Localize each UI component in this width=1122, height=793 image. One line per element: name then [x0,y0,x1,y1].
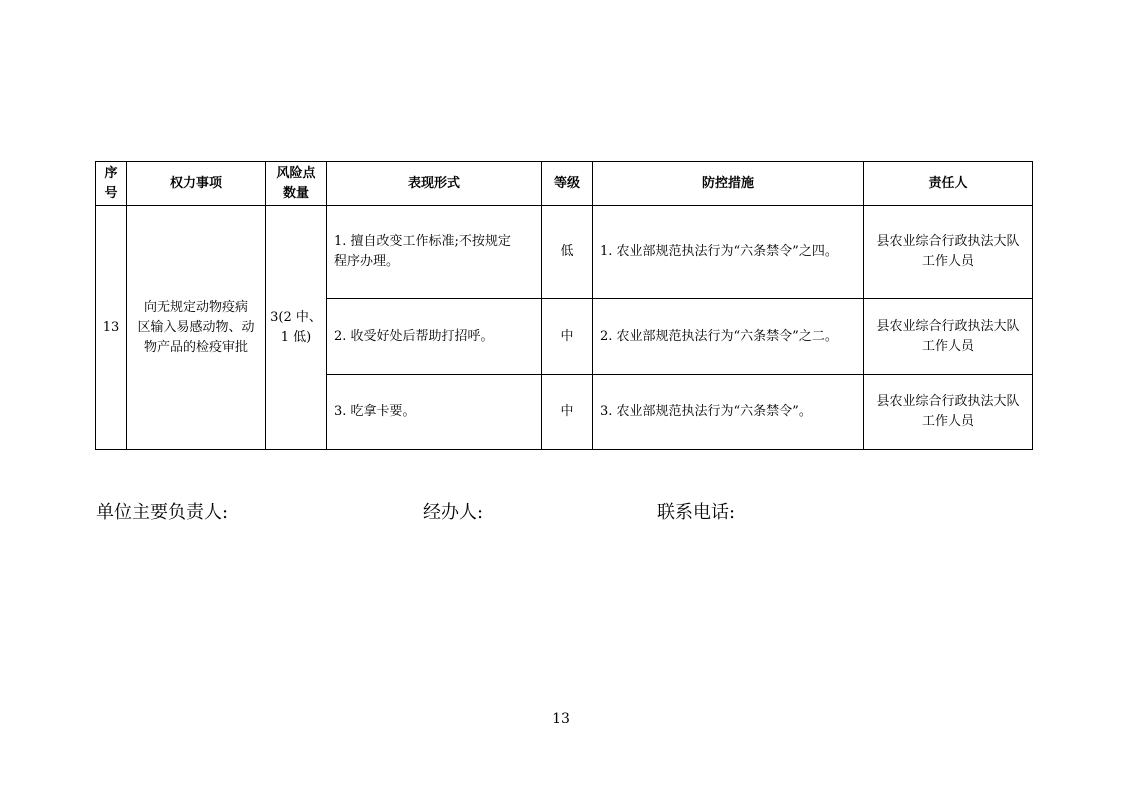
manifestation-cell: 2. 收受好处后帮助打招呼。 [327,299,542,375]
measure-cell: 2. 农业部规范执法行为“六条禁令”之二。 [593,299,864,375]
level-cell: 低 [542,206,593,299]
responsible-line2: 工作人员 [921,338,974,354]
phone-label: 联系电话: [657,502,736,523]
header-risk-count-line1: 风险点 [276,165,316,181]
risk-count-line1: 3(2 中、 [270,309,322,325]
header-seq [96,162,127,206]
level-cell: 中 [542,299,593,375]
handler-label: 经办人: [423,502,484,523]
responsible-line2: 工作人员 [921,254,974,269]
measure-cell: 3. 农业部规范执法行为“六条禁令”。 [593,375,864,450]
responsible-cell [864,375,1033,450]
header-risk-count-line2: 数量 [282,185,309,201]
responsible-line2: 工作人员 [921,414,974,429]
level-cell: 中 [542,375,593,450]
header-seq-line1: 序 [104,165,118,181]
responsible-cell [864,206,1033,299]
seq-cell: 13 [96,206,127,450]
manifestation-cell [327,206,542,299]
risk-table [95,161,1033,450]
page-number: 13 [552,711,570,727]
risk-count-line2: 1 低) [280,329,312,345]
unit-leader-label: 单位主要负责人: [96,502,229,523]
manifestation-line2: 程序办理。 [334,254,400,269]
responsible-cell [864,299,1033,375]
header-seq-line2: 号 [104,185,118,201]
measure-cell: 1. 农业部规范执法行为“六条禁令”之四。 [593,206,864,299]
header-power-item: 权力事项 [127,162,266,206]
power-item-line1: 向无规定动物疫病 [143,299,248,315]
header-manifestation: 表现形式 [327,162,542,206]
header-measures: 防控措施 [593,162,864,206]
responsible-line1: 县农业综合行政执法大队 [876,234,1020,249]
responsible-line1: 县农业综合行政执法大队 [876,394,1020,409]
risk-count-cell [266,206,327,450]
power-item-line3: 物产品的检疫审批 [143,339,248,355]
responsible-line1: 县农业综合行政执法大队 [876,318,1020,334]
header-responsible: 责任人 [864,162,1033,206]
header-level: 等级 [542,162,593,206]
manifestation-cell: 3. 吃拿卡要。 [327,375,542,450]
table-row [96,206,1033,299]
power-item-line2: 区输入易感动物、动 [137,319,255,335]
manifestation-line1: 1. 擅自改变工作标准;不按规定 [334,234,511,249]
table-header-row [96,162,1033,206]
header-risk-count [266,162,327,206]
power-item-cell [127,206,266,450]
